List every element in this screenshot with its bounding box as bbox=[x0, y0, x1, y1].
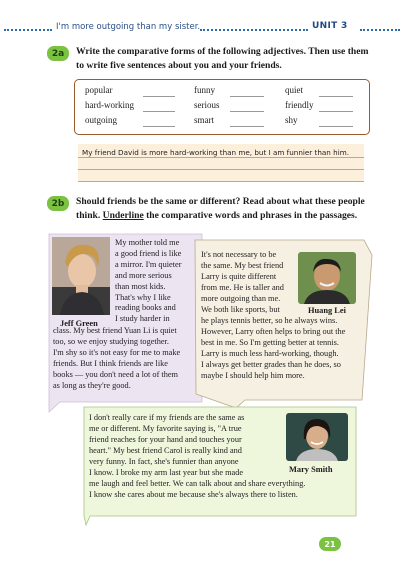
jeff-passage-top bbox=[115, 238, 181, 325]
passage-line: very funny. In fact, she's funnier than anyone bbox=[89, 456, 239, 466]
passage-line: more outgoing than me. bbox=[201, 293, 281, 303]
passage-line: I know. I broke my arm last year but she made bbox=[89, 467, 244, 477]
passage-line: Larry is quite different bbox=[201, 271, 277, 281]
jeff-passage-bottom bbox=[53, 326, 180, 391]
passage-line: We both like sports, but bbox=[201, 304, 280, 314]
passage-line: It's not necessary to be bbox=[201, 250, 277, 259]
passage-line: Larry is much less hard-working, though. bbox=[201, 348, 339, 358]
adjective-word: serious bbox=[194, 100, 220, 110]
passage-line: from me. He is taller and bbox=[201, 282, 284, 292]
passage-line: the same. My best friend bbox=[201, 260, 284, 270]
instruction-text: think. bbox=[76, 210, 103, 221]
huang-passage-bottom bbox=[201, 316, 345, 381]
example-sentence: My friend David is more hard-working than me, but I am funnier than him. bbox=[82, 148, 349, 157]
passage-line: too, so we enjoy studying together. bbox=[53, 336, 169, 346]
passage-line: friends. But I think friends are like bbox=[53, 358, 168, 368]
passage-line: I don't really care if my friends are the same as bbox=[89, 413, 245, 422]
passage-line: I know she cares about me because she's always there to listen. bbox=[89, 489, 298, 499]
instruction-text: the comparative words and phrases in the passages. bbox=[143, 210, 358, 221]
passage-line: maybe I should help him more. bbox=[201, 370, 305, 380]
adjective-word: funny bbox=[194, 85, 215, 95]
huang-lei-photo bbox=[298, 252, 356, 304]
passage-line: heart." My best friend Carol is really kind and bbox=[89, 445, 242, 455]
passage-line: best in me. So I'm getting better at tennis. bbox=[201, 337, 339, 347]
adjective-word: popular bbox=[85, 85, 113, 95]
mary-smith-name: Mary Smith bbox=[289, 465, 333, 474]
passage-line: class. My best friend Yuan Li is quiet bbox=[53, 326, 177, 335]
header-title: I'm more outgoing than my sister. bbox=[56, 22, 201, 32]
activity-badge-2a: 2a bbox=[47, 46, 69, 61]
unit-label: UNIT 3 bbox=[312, 21, 348, 31]
passage-line: I study harder in bbox=[115, 314, 170, 324]
passage-line: reading books and bbox=[115, 303, 176, 313]
instruction-line: Write the comparative forms of the following adjectives. Then use them bbox=[76, 46, 369, 57]
passage-line: a good friend is like bbox=[115, 248, 182, 258]
passage-line: me laugh and feel better. We can talk about and share everything. bbox=[89, 479, 306, 488]
instruction-line: to write five sentences about you and your friends. bbox=[76, 60, 282, 71]
mary-smith-photo bbox=[286, 413, 348, 461]
mary-passage-bottom bbox=[89, 479, 305, 501]
jeff-green-photo bbox=[52, 237, 110, 315]
passage-line: than most kids. bbox=[115, 281, 166, 291]
instruction-underlined-word: Underline bbox=[102, 210, 144, 221]
huang-passage-top bbox=[201, 250, 284, 315]
instruction-line: Should friends be the same or different? Read about what these people bbox=[76, 196, 365, 207]
adjective-word: quiet bbox=[285, 85, 303, 95]
mary-passage-top bbox=[89, 413, 244, 478]
passage-line: I always get better grades than he does, so bbox=[201, 359, 341, 369]
adjective-word: hard-working bbox=[85, 100, 134, 110]
passage-line: friend reaches for your hand and touches your bbox=[89, 434, 242, 444]
passage-line: a mirror. I'm quieter bbox=[115, 259, 182, 269]
page-number: 21 bbox=[319, 537, 341, 551]
jeff-green-name: Jeff Green bbox=[60, 319, 98, 328]
passage-line: books — you don't need a lot of them bbox=[53, 369, 179, 379]
passage-line: My mother told me bbox=[115, 238, 180, 247]
passage-line: me or different. My favorite saying is, "A true bbox=[89, 423, 242, 433]
passage-line: However, Larry often helps to bring out the bbox=[201, 326, 346, 336]
adjective-word: shy bbox=[285, 115, 298, 125]
passage-line: I'm shy so it's not easy for me to make bbox=[53, 347, 181, 357]
adjective-word: friendly bbox=[285, 100, 314, 110]
passage-line: as long as they're good. bbox=[53, 380, 131, 390]
activity-badge-2b: 2b bbox=[47, 196, 69, 211]
passage-line: and more serious bbox=[115, 270, 172, 280]
passage-line: he plays tennis better, so he always wins. bbox=[201, 316, 338, 325]
huang-lei-name: Huang Lei bbox=[308, 306, 346, 315]
passage-line: That's why I like bbox=[115, 292, 171, 302]
adjective-word: smart bbox=[194, 115, 214, 125]
adjective-word: outgoing bbox=[85, 115, 118, 125]
